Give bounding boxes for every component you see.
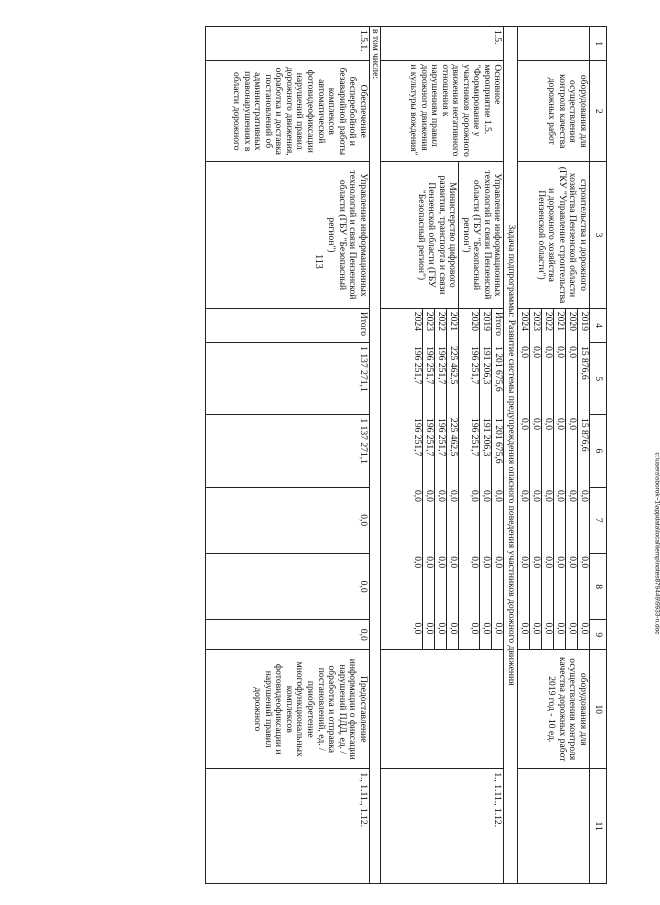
header-row xyxy=(590,27,607,884)
year-row xyxy=(468,309,480,649)
year-cell-c9: 0,0 xyxy=(435,619,447,649)
year-cell-c8: 0,0 xyxy=(578,553,590,619)
year-cell-year: Итого xyxy=(492,309,504,343)
year-cell-c7: 0,0 xyxy=(469,489,481,502)
table-row xyxy=(518,27,590,884)
year-cell-c8: 0,0 xyxy=(447,553,459,619)
cell-link: 1., 1.11., 1.12. xyxy=(205,769,369,884)
year-cell-c6: 225 462,5 xyxy=(447,415,459,487)
header-cell: 1 xyxy=(590,27,607,61)
year-cell-c5: 0,0 xyxy=(530,343,542,415)
year-cell-c6: 0,0 xyxy=(530,415,542,487)
page-number: 113 xyxy=(312,254,324,269)
year-cell-c7: 0,0 xyxy=(542,487,554,553)
cell-year-grid xyxy=(459,308,504,649)
year-cell-c8: 0,0 xyxy=(566,553,578,619)
year-cell-c6: 191 206,3 xyxy=(480,415,492,487)
year-cell-c5: 225 462,5 xyxy=(447,343,459,415)
year-cell-year: 2022 xyxy=(542,309,554,343)
year-cell-c8: 0,0 xyxy=(519,556,530,569)
year-cell-c9: 0,0 xyxy=(578,619,590,649)
year-cell-c6: 0,0 xyxy=(554,415,566,487)
year-cell-c9: 0,0 xyxy=(412,622,424,635)
year-cell-c9: 0,0 xyxy=(519,622,530,635)
table-row xyxy=(205,27,369,884)
cell-indicator xyxy=(381,650,504,769)
year-cell-c9: 0,0 xyxy=(447,619,459,649)
year-grid xyxy=(411,309,458,649)
header-cell: 7 xyxy=(590,487,607,553)
subtotal-label-row xyxy=(369,27,381,884)
year-cell-c8: 0,0 xyxy=(554,553,566,619)
year-cell-c9: 0,0 xyxy=(542,619,554,649)
year-cell-c7: 0,0 xyxy=(480,487,492,553)
vtom-label: в том числе: xyxy=(369,27,381,884)
year-cell-year: 2021 xyxy=(554,309,566,343)
cell-year: Итого xyxy=(205,308,369,342)
table-row xyxy=(459,27,504,884)
year-cell-c7: 0,0 xyxy=(492,487,504,553)
year-cell-c9: 0,0 xyxy=(423,619,435,649)
cell-num: 1.5.1. xyxy=(205,27,369,61)
year-cell-year: 2019 xyxy=(578,309,590,343)
year-cell-c5: 0,0 xyxy=(519,346,530,359)
cell-link xyxy=(518,769,590,884)
cell-num xyxy=(518,27,590,61)
year-cell-c6: 196 251,7 xyxy=(469,418,481,457)
year-cell-c8: 0,0 xyxy=(469,556,481,569)
year-cell-c7: 0,0 xyxy=(566,487,578,553)
cell-executor: строительства и дорожного хозяйства Пензенской области (ГКУ "Управление строительства и дорожного хозяйства Пензенской области") xyxy=(518,162,590,309)
header-cell: 3 xyxy=(590,162,607,309)
year-cell-c7: 0,0 xyxy=(412,489,424,502)
year-cell-year: 2020 xyxy=(469,311,481,331)
year-cell-c6: 0,0 xyxy=(566,415,578,487)
year-row xyxy=(480,309,492,649)
year-cell-c5: 196 251,7 xyxy=(435,343,447,415)
year-cell-c7: 0,0 xyxy=(578,487,590,553)
year-cell-c5: 0,0 xyxy=(566,343,578,415)
year-cell-c9: 0,0 xyxy=(492,619,504,649)
year-row xyxy=(411,309,423,649)
cell-local: 0,0 xyxy=(205,553,369,619)
cell-executor: Управление информационных технологий и связи Пензенской области (ГБУ "Безопасный регион") xyxy=(459,162,504,309)
year-cell-c6: 1 201 675,6 xyxy=(492,415,504,487)
year-cell-c9: 0,0 xyxy=(566,619,578,649)
year-cell-c8: 0,0 xyxy=(423,553,435,619)
year-cell-year: 2022 xyxy=(435,309,447,343)
year-cell-year: 2023 xyxy=(423,309,435,343)
year-cell-c9: 0,0 xyxy=(480,619,492,649)
year-cell-year: 2024 xyxy=(412,311,424,331)
year-cell-year: 2020 xyxy=(566,309,578,343)
year-row xyxy=(518,309,530,649)
year-cell-c5: 15 876,6 xyxy=(578,343,590,415)
header-cell: 6 xyxy=(590,415,607,487)
year-row xyxy=(566,309,578,649)
year-cell-c5: 1 201 675,6 xyxy=(492,343,504,415)
year-cell-year: 2021 xyxy=(447,309,459,343)
year-cell-c6: 196 251,7 xyxy=(412,418,424,457)
cell-fed: 0,0 xyxy=(205,487,369,553)
year-cell-c9: 0,0 xyxy=(554,619,566,649)
cell-total: 1 137 271,1 xyxy=(205,343,369,415)
cell-indicator: оборудования для осуществления контроля качества дорожных работ 2019 год - 10 ед. xyxy=(518,650,590,769)
year-cell-c6: 0,0 xyxy=(542,415,554,487)
cell-num: 1.5. xyxy=(381,27,504,61)
year-cell-c8: 0,0 xyxy=(530,553,542,619)
year-row xyxy=(423,309,435,649)
year-cell-c7: 0,0 xyxy=(447,487,459,553)
budget-table xyxy=(205,26,607,884)
header-cell: 11 xyxy=(590,769,607,884)
cell-measure-name: Обеспечение бесперебойной и безаварийной работы комплексов автоматической фотовидеофиксации нарушений правил дорожного движения, обработка и доставка постановлений об административных правонарушениях в области дорожного xyxy=(205,61,369,162)
year-row xyxy=(554,309,566,649)
task-title: Задача подпрограммы: Развитие системы предупреждения опасного поведения участников дорожного движения xyxy=(504,27,518,884)
year-cell-c8: 0,0 xyxy=(542,553,554,619)
cell-measure-name: оборудования для осуществления контроля качества дорожных работ xyxy=(518,61,590,162)
year-row xyxy=(435,309,447,649)
year-cell-c5: 0,0 xyxy=(554,343,566,415)
year-cell-c7: 0,0 xyxy=(435,487,447,553)
year-cell-c9: 0,0 xyxy=(530,619,542,649)
year-cell-c6: 196 251,7 xyxy=(435,415,447,487)
year-grid xyxy=(468,309,503,649)
year-cell-c6: 15 876,6 xyxy=(578,415,590,487)
year-cell-c7: 0,0 xyxy=(554,487,566,553)
year-cell-c6: 0,0 xyxy=(519,418,530,431)
header-cell: 5 xyxy=(590,343,607,415)
year-cell-c8: 0,0 xyxy=(435,553,447,619)
header-cell: 2 xyxy=(590,61,607,162)
year-grid xyxy=(518,309,589,649)
year-cell-c7: 0,0 xyxy=(519,489,530,502)
year-cell-year: 2024 xyxy=(519,311,530,331)
year-row xyxy=(447,309,459,649)
cell-executor: Министерство цифрового развития, транспорта и связи Пензенской области (ГБУ "Безопасный регион") xyxy=(381,162,459,309)
year-cell-c5: 0,0 xyxy=(542,343,554,415)
task-row xyxy=(504,27,518,884)
year-cell-year: 2023 xyxy=(530,309,542,343)
year-cell-c7: 0,0 xyxy=(530,487,542,553)
year-cell-c8: 0,0 xyxy=(412,556,424,569)
header-cell: 4 xyxy=(590,308,607,342)
year-cell-year: 2019 xyxy=(480,309,492,343)
cell-link: 1., 1.11., 1.12. xyxy=(381,769,504,884)
year-cell-c5: 196 251,7 xyxy=(423,343,435,415)
cell-year-grid xyxy=(518,308,590,649)
year-cell-c9: 0,0 xyxy=(469,622,481,635)
cell-executor: Управление информационных технологий и связи Пензенской области (ГБУ "Безопасный регион") xyxy=(205,162,369,309)
year-cell-c5: 191 206,3 xyxy=(480,343,492,415)
year-row xyxy=(492,309,504,649)
year-row xyxy=(578,309,590,649)
year-cell-c7: 0,0 xyxy=(423,487,435,553)
year-cell-c5: 196 251,7 xyxy=(469,346,481,385)
rotated-table-page xyxy=(87,26,607,884)
year-row xyxy=(542,309,554,649)
footer-file-path: c:\users\sborok~1\appdata\local\temp\notes879449\9933-n.doc xyxy=(653,452,660,635)
header-cell: 9 xyxy=(590,620,607,650)
cell-measure-name: Основное мероприятие 1.5. "Формирование у участников дорожного движения негативного отношения к нарушениям правил дорожного движения и культуры вождения" xyxy=(381,61,504,162)
cell-budget: 1 137 271,1 xyxy=(205,415,369,487)
cell-other: 0,0 xyxy=(205,620,369,650)
cell-year-grid xyxy=(381,308,459,649)
year-cell-c6: 196 251,7 xyxy=(423,415,435,487)
cell-indicator: Предоставление информации о фиксации нарушений ПДД, ед. / обработка и отправка постановлений, ед. / приобретение многофункциональных комплексов фотовидеофиксации и нарушений правил дорожного xyxy=(205,650,369,769)
year-cell-c8: 0,0 xyxy=(480,553,492,619)
header-cell: 10 xyxy=(590,650,607,769)
year-cell-c8: 0,0 xyxy=(492,553,504,619)
header-cell: 8 xyxy=(590,553,607,619)
year-cell-c5: 196 251,7 xyxy=(412,346,424,385)
year-row xyxy=(530,309,542,649)
